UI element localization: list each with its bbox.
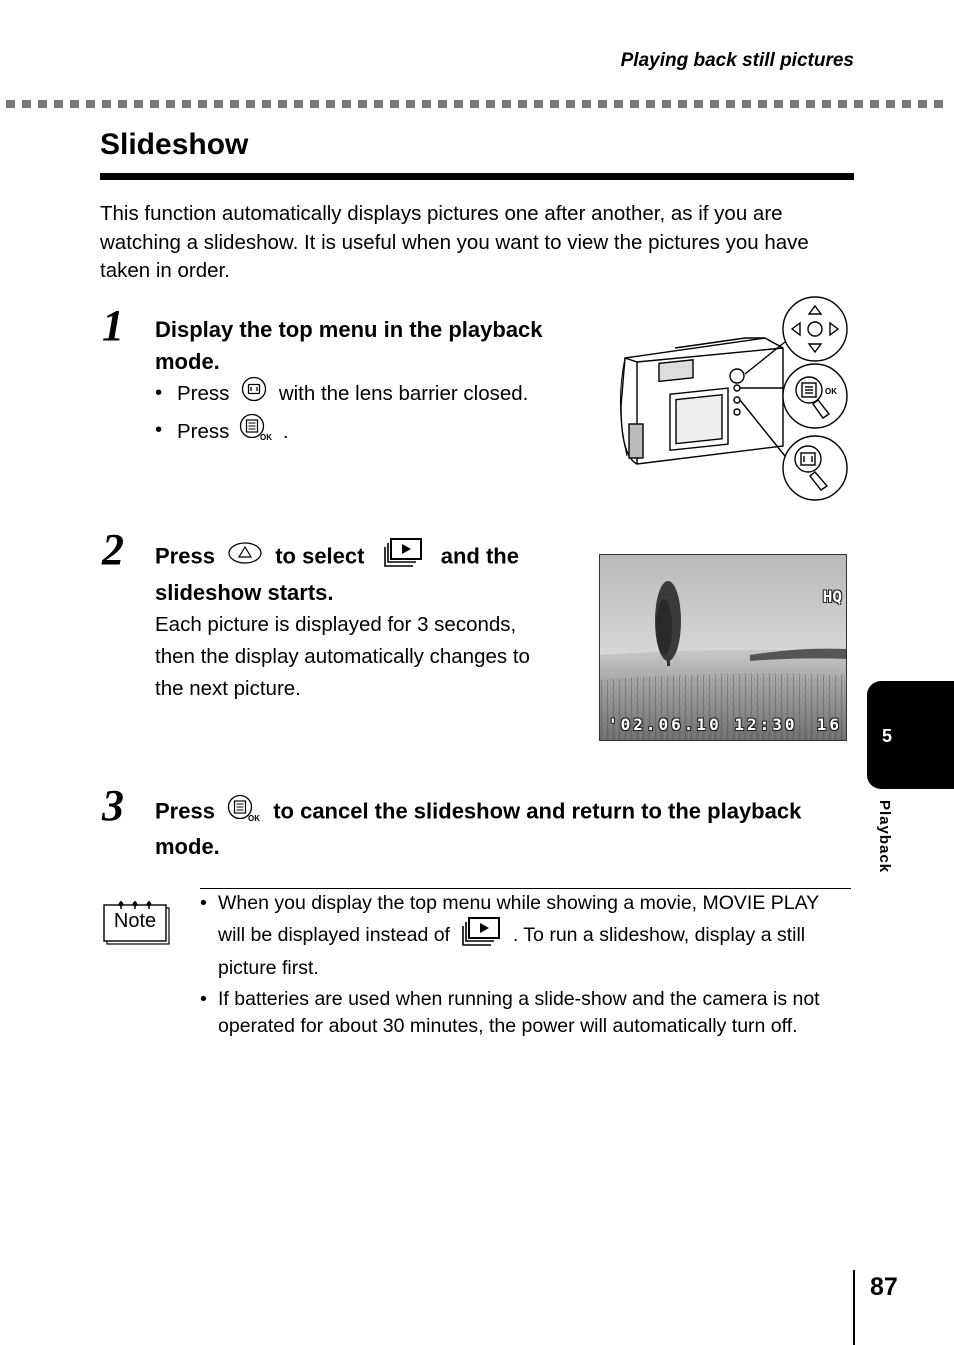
ok-label: OK bbox=[825, 387, 837, 396]
note-icon bbox=[103, 900, 171, 951]
note-text: When you display the top menu while showing a movie, MOVIE PLAY will be displayed instead of bbox=[218, 892, 819, 947]
step-1-bullet-2 bbox=[155, 413, 595, 452]
dotted-divider bbox=[6, 100, 948, 108]
ok-label: OK bbox=[248, 814, 261, 822]
note-list bbox=[200, 890, 850, 1044]
step-3-heading bbox=[155, 794, 855, 863]
note-item-1 bbox=[200, 890, 850, 982]
arrow-up-icon bbox=[227, 541, 263, 574]
note-label: Note bbox=[113, 910, 157, 932]
step-2-heading bbox=[155, 538, 585, 609]
step-3-heading-text: Press bbox=[155, 798, 215, 824]
step-2-number: 2 bbox=[102, 525, 124, 574]
camera-illustration bbox=[615, 296, 850, 504]
slideshow-photo bbox=[599, 554, 847, 741]
chapter-label: Playback bbox=[876, 800, 893, 874]
step-3-number: 3 bbox=[102, 781, 124, 830]
ok-label: OK bbox=[260, 433, 273, 441]
step-1-heading bbox=[155, 314, 595, 378]
bullet-text: with the lens barrier closed. bbox=[278, 381, 529, 405]
frame-count: 16 bbox=[816, 715, 842, 734]
step-1-number: 1 bbox=[102, 301, 124, 350]
step-2-heading-text: and the bbox=[440, 543, 519, 569]
bullet-text: Press bbox=[177, 419, 230, 443]
step-3-heading-text: to cancel the slideshow and return to the playback bbox=[273, 798, 802, 824]
step-1-bullet-1 bbox=[155, 376, 595, 413]
slideshow-icon bbox=[383, 538, 423, 577]
note-text: . To run a slideshow, display a still picture first. bbox=[218, 924, 806, 979]
step-2-body-line: Each picture is displayed for 3 seconds, bbox=[155, 613, 517, 636]
menu-ok-button-icon bbox=[227, 794, 261, 831]
step-2 bbox=[155, 538, 585, 705]
step-2-heading-text: Press bbox=[155, 543, 215, 569]
step-3-heading-line2: mode. bbox=[155, 834, 220, 859]
step-2-body bbox=[155, 609, 585, 705]
monitor-button-icon bbox=[241, 376, 267, 413]
step-1-bullets bbox=[155, 376, 595, 452]
chapter-number: 5 bbox=[881, 726, 892, 746]
landscape-image bbox=[600, 555, 846, 740]
step-2-body-line: then the display automatically changes to bbox=[155, 645, 530, 668]
title-underline bbox=[100, 173, 854, 180]
running-header: Playing back still pictures bbox=[620, 50, 854, 71]
bullet-text: Press bbox=[177, 381, 230, 405]
page-title: Slideshow bbox=[100, 128, 249, 161]
step-2-heading-text: to select bbox=[275, 543, 365, 569]
intro-paragraph: This function automatically displays pictures one after another, as if you are watching a slideshow. It is useful when you want to view the pictures you have taken in order. bbox=[100, 202, 809, 282]
step-2-heading-line2: slideshow starts. bbox=[155, 580, 334, 605]
page-number-divider bbox=[853, 1270, 855, 1345]
slideshow-icon bbox=[461, 917, 501, 955]
step-1-heading-line2: mode. bbox=[155, 349, 220, 374]
photo-datetime: '02.06.10 12:30 bbox=[608, 715, 798, 734]
note-item-2: • If batteries are used when running a slide-show and the camera is not operated for about 30 minutes, the power will automatically turn off. bbox=[200, 986, 850, 1040]
step-1-heading-line1: Display the top menu in the playback bbox=[155, 317, 543, 342]
quality-indicator: HQ bbox=[822, 587, 842, 606]
bullet-text: . bbox=[282, 419, 289, 443]
menu-ok-button-icon bbox=[239, 413, 273, 452]
note-divider bbox=[200, 888, 851, 889]
step-2-body-line: the next picture. bbox=[155, 677, 301, 700]
step-1 bbox=[155, 314, 595, 452]
page-number: 87 bbox=[870, 1273, 898, 1301]
